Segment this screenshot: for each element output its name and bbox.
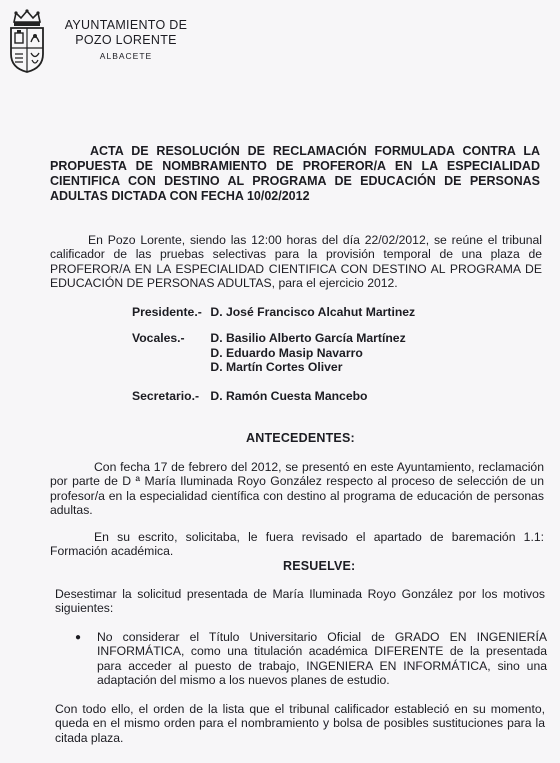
org-name-line2: POZO LORENTE bbox=[75, 33, 177, 47]
presidente-label: Presidente.- bbox=[132, 305, 202, 319]
resuelve-bullet-text: No considerar el Título Universitario Oficial de GRADO EN INGENIERÍA INFORMÁTICA, como una titulación académica DIFERENTE de la presentada para acceder al puesto de trabajo, INGENIERA EN INFORMÁTICA, sino una adaptación del mismo a los nuevos planes de estudio. bbox=[97, 630, 547, 687]
vocal-name: D. Eduardo Masip Navarro bbox=[210, 345, 363, 360]
secretario-name: D. Ramón Cuesta Mancebo bbox=[210, 389, 368, 403]
vocal-name: D. Martín Cortes Oliver bbox=[210, 360, 343, 375]
coat-of-arms-logo bbox=[6, 8, 48, 74]
vocales-list bbox=[210, 331, 405, 375]
resuelve-heading: RESUELVE: bbox=[283, 559, 356, 573]
org-name-line1: AYUNTAMIENTO DE bbox=[64, 18, 188, 32]
presidente-name: D. José Francisco Alcahut Martinez bbox=[210, 305, 416, 319]
letterhead bbox=[56, 18, 196, 61]
resuelve-paragraph: Desestimar la solicitud presentada de María Iluminada Royo González por los motivos siguientes: bbox=[55, 587, 545, 616]
tribunal-vocales bbox=[132, 331, 406, 375]
intro-paragraph: En Pozo Lorente, siendo las 12:00 horas del día 22/02/2012, se reúne el tribunal calificador de las pruebas selectivas para la provisión temporal de una plaza de PROFEROR/A EN LA ESPECIALIDAD CIENTIFICA CON DESTINO AL PROGRAMA DE EDUCACIÓN DE PERSONAS ADULTAS, para el ejercicio 2012. bbox=[50, 233, 542, 290]
document-title: ACTA DE RESOLUCIÓN DE RECLAMACIÓN FORMULADA CONTRA LA PROPUESTA DE NOMBRAMIENTO DE PROFEROR/A EN LA ESPECIALIDAD CIENTIFICA CON DESTINO AL PROGRAMA DE EDUCACIÓN DE PERSONAS ADULTAS DICTADA CON FECHA 10/02/2012 bbox=[50, 144, 540, 203]
antecedentes-paragraph-2: En su escrito, solicitaba, le fuera revisado el apartado de baremación 1.1: Formación académica. bbox=[50, 530, 544, 559]
vocal-name: D. Basilio Alberto García Martínez bbox=[210, 331, 406, 345]
tribunal-secretario bbox=[132, 389, 368, 404]
secretario-label: Secretario.- bbox=[132, 389, 200, 403]
vocales-label: Vocales.- bbox=[132, 331, 185, 345]
bullet-icon: ● bbox=[75, 632, 82, 643]
final-paragraph: Con todo ello, el orden de la lista que el tribunal calificador estableció en su momento, queda en el mismo orden para el nombramiento y bolsa de posibles sustituciones para la citada plaza. bbox=[55, 702, 545, 745]
antecedentes-paragraph-1: Con fecha 17 de febrero del 2012, se presentó en este Ayuntamiento, reclamación por parte de D ª María Iluminada Royo González respecto al proceso de selección de un profesor/a en la especialidad científica con destino al programa de educación de personas adultas. bbox=[50, 460, 544, 517]
antecedentes-heading: ANTECEDENTES: bbox=[246, 431, 355, 445]
tribunal-presidente bbox=[132, 305, 415, 320]
org-province: ALBACETE bbox=[99, 51, 153, 61]
